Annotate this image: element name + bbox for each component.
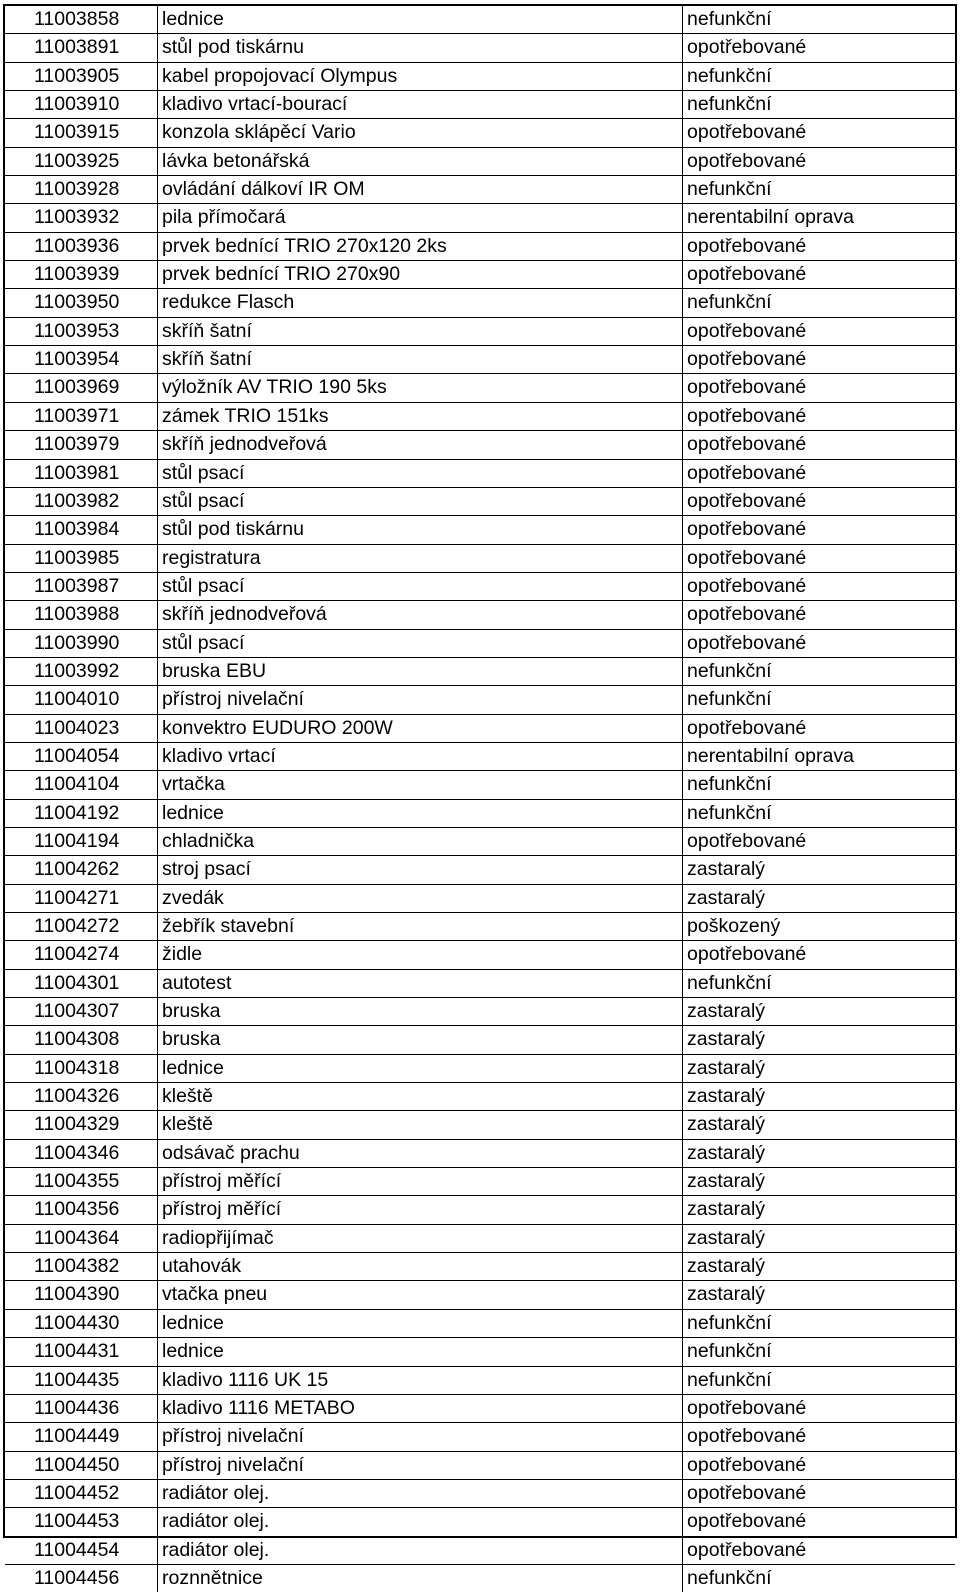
item-status-cell: opotřebované <box>683 1508 956 1536</box>
inventory-number-cell: 11003981 <box>5 459 158 487</box>
inventory-number-cell: 11003953 <box>5 317 158 345</box>
table-row <box>5 516 955 544</box>
item-name-cell: přístroj měřící <box>158 1196 683 1224</box>
item-name-cell: kladivo 1116 METABO <box>158 1394 683 1422</box>
inventory-number-cell: 11004436 <box>5 1394 158 1422</box>
inventory-number-cell: 11003858 <box>5 6 158 34</box>
inventory-number-cell: 11003982 <box>5 487 158 515</box>
table-row <box>5 1366 955 1394</box>
item-name-cell: žebřík stavební <box>158 913 683 941</box>
inventory-number-cell: 11003939 <box>5 261 158 289</box>
item-status-cell: nefunkční <box>683 1366 956 1394</box>
item-name-cell: zvedák <box>158 884 683 912</box>
inventory-number-cell: 11004430 <box>5 1309 158 1337</box>
item-status-cell: nefunkční <box>687 8 772 30</box>
item-status-cell: opotřebované <box>683 1451 956 1479</box>
item-name-cell: stůl psací <box>158 459 683 487</box>
item-name-cell: zámek TRIO 151ks <box>158 402 683 430</box>
table-row <box>5 544 955 572</box>
item-name-cell: kabel propojovací Olympus <box>158 62 683 90</box>
inventory-number-cell: 11004364 <box>5 1224 158 1252</box>
inventory-number-cell: 11004104 <box>5 771 158 799</box>
item-status-cell: opotřebované <box>683 147 956 175</box>
table-row <box>5 431 955 459</box>
table-row <box>5 799 955 827</box>
item-status-cell: zastaralý <box>683 1083 956 1111</box>
inventory-number-cell: 11004318 <box>5 1054 158 1082</box>
inventory-number-cell: 11003925 <box>5 147 158 175</box>
inventory-number-cell: 11004271 <box>5 884 158 912</box>
item-status-cell: opotřebované <box>683 374 956 402</box>
item-name-cell: přístroj nivelační <box>158 686 683 714</box>
inventory-number-cell: 11004356 <box>5 1196 158 1224</box>
item-name-cell: přístroj měřící <box>158 1168 683 1196</box>
table-row <box>5 686 955 714</box>
item-status-cell: nefunkční <box>683 969 956 997</box>
table-row <box>5 487 955 515</box>
item-name-cell: radiátor olej. <box>158 1479 683 1507</box>
table-row <box>5 147 955 175</box>
item-name-cell: lednice <box>158 6 683 34</box>
inventory-number-cell: 11003984 <box>5 516 158 544</box>
item-status-cell: opotřebované <box>683 1479 956 1507</box>
item-name-cell: pila přímočará <box>158 204 683 232</box>
table-row <box>5 232 955 260</box>
inventory-number-cell: 11004262 <box>5 856 158 884</box>
inventory-number-cell: 11004431 <box>5 1338 158 1366</box>
table-row <box>5 629 955 657</box>
inventory-number-cell: 11004329 <box>5 1111 158 1139</box>
inventory-number-cell: 11004023 <box>5 714 158 742</box>
item-status-cell: opotřebované <box>683 232 956 260</box>
item-name-cell: radiátor olej. <box>158 1508 683 1536</box>
item-status-cell: nefunkční <box>683 686 956 714</box>
table-row <box>5 119 955 147</box>
table-row <box>5 884 955 912</box>
item-name-cell: kleště <box>158 1111 683 1139</box>
inventory-number-cell: 11004274 <box>5 941 158 969</box>
inventory-number-cell: 11003910 <box>5 91 158 119</box>
inventory-number-cell: 11004382 <box>5 1253 158 1281</box>
table-row <box>5 317 955 345</box>
table-row <box>5 1111 955 1139</box>
inventory-number-cell: 11003954 <box>5 346 158 374</box>
table-row <box>5 572 955 600</box>
table-row <box>5 771 955 799</box>
item-status-cell: opotřebované <box>683 261 956 289</box>
table-row <box>5 1564 955 1592</box>
item-name-cell: odsávač prachu <box>158 1139 683 1167</box>
item-name-cell: konzola sklápěcí Vario <box>158 119 683 147</box>
table-row <box>5 1451 955 1479</box>
item-status-cell: zastaralý <box>683 1168 956 1196</box>
item-name-cell: skříň šatní <box>158 317 683 345</box>
item-status-cell: zastaralý <box>683 1196 956 1224</box>
item-name-cell: prvek bednící TRIO 270x120 2ks <box>158 232 683 260</box>
item-status-cell: opotřebované <box>683 629 956 657</box>
item-name-cell: registratura <box>158 544 683 572</box>
item-name-cell: bruska <box>158 998 683 1026</box>
table-row <box>5 1196 955 1224</box>
item-status-cell: zastaralý <box>683 1281 956 1309</box>
table-row <box>5 657 955 685</box>
table-row <box>5 856 955 884</box>
inventory-number-cell: 11004308 <box>5 1026 158 1054</box>
item-status-cell: zastaralý <box>683 1054 956 1082</box>
item-status-cell: nerentabilní oprava <box>683 742 956 770</box>
inventory-number-cell: 11003987 <box>5 572 158 600</box>
item-status-cell: opotřebované <box>683 402 956 430</box>
item-name-cell: lednice <box>158 1338 683 1366</box>
item-status-cell: nefunkční <box>683 771 956 799</box>
inventory-number-cell: 11004346 <box>5 1139 158 1167</box>
inventory-number-cell: 11004010 <box>5 686 158 714</box>
item-name-cell: lednice <box>158 1309 683 1337</box>
table-row <box>5 289 955 317</box>
table-row <box>5 1224 955 1252</box>
item-status-cell: nefunkční <box>683 91 956 119</box>
table-row <box>5 176 955 204</box>
item-name-cell: radiátor olej. <box>158 1536 683 1564</box>
item-status-cell: opotřebované <box>683 119 956 147</box>
item-status-cell: opotřebované <box>683 431 956 459</box>
inventory-number-cell: 11004454 <box>5 1536 158 1564</box>
table-row <box>5 1309 955 1337</box>
item-status-cell: poškozený <box>683 913 956 941</box>
table-row <box>5 1083 955 1111</box>
item-name-cell: stůl psací <box>158 487 683 515</box>
table-row <box>5 402 955 430</box>
table-row <box>5 91 955 119</box>
table-row <box>5 374 955 402</box>
item-name-cell: lednice <box>158 1054 683 1082</box>
inventory-number-cell: 11004301 <box>5 969 158 997</box>
item-status-cell: zastaralý <box>683 1139 956 1167</box>
item-name-cell: konvektro EUDURO 200W <box>158 714 683 742</box>
table-row <box>5 1054 955 1082</box>
table-row <box>5 34 955 62</box>
table-row <box>5 1139 955 1167</box>
table-row <box>5 1168 955 1196</box>
inventory-table-body <box>5 6 955 1592</box>
item-name-cell: stůl pod tiskárnu <box>158 34 683 62</box>
item-status-cell: opotřebované <box>683 317 956 345</box>
table-row <box>5 1394 955 1422</box>
item-status-cell: opotřebované <box>683 601 956 629</box>
item-status-cell: opotřebované <box>683 34 956 62</box>
table-row <box>5 62 955 90</box>
inventory-number-cell: 11003932 <box>5 204 158 232</box>
item-name-cell: vtačka pneu <box>158 1281 683 1309</box>
item-name-cell: kladivo vrtací <box>158 742 683 770</box>
inventory-number-cell: 11004326 <box>5 1083 158 1111</box>
table-row <box>5 346 955 374</box>
table-row <box>5 1281 955 1309</box>
item-status-cell: opotřebované <box>683 827 956 855</box>
table-row <box>5 998 955 1026</box>
inventory-number-cell: 11003988 <box>5 601 158 629</box>
item-name-cell: kladivo vrtací-bourací <box>158 91 683 119</box>
item-status-cell: nefunkční <box>683 1338 956 1366</box>
item-name-cell: lávka betonářská <box>158 147 683 175</box>
item-status-cell: nerentabilní oprava <box>683 204 956 232</box>
item-status-cell: nefunkční <box>683 1309 956 1337</box>
table-row <box>5 827 955 855</box>
item-status-cell: nefunkční <box>683 799 956 827</box>
table-row <box>5 261 955 289</box>
table-row <box>5 1508 955 1536</box>
table-row <box>5 1479 955 1507</box>
table-row <box>5 913 955 941</box>
table-row <box>5 459 955 487</box>
item-status-cell: opotřebované <box>683 1536 956 1564</box>
item-name-cell: vrtačka <box>158 771 683 799</box>
inventory-number-cell: 11003936 <box>5 232 158 260</box>
table-row <box>5 1338 955 1366</box>
item-status-cell: opotřebované <box>683 1423 956 1451</box>
item-name-cell: bruska EBU <box>158 657 683 685</box>
item-name-cell: stůl pod tiskárnu <box>158 516 683 544</box>
inventory-number-cell: 11003990 <box>5 629 158 657</box>
inventory-number-cell: 11003950 <box>5 289 158 317</box>
inventory-number-cell: 11004452 <box>5 1479 158 1507</box>
item-name-cell: skříň jednodveřová <box>158 601 683 629</box>
item-name-cell: chladnička <box>158 827 683 855</box>
inventory-number-cell: 11003979 <box>5 431 158 459</box>
item-status-cell: opotřebované <box>683 346 956 374</box>
item-name-cell: ovládání dálkoví IR OM <box>158 176 683 204</box>
item-status-cell: opotřebované <box>683 1394 956 1422</box>
table-row <box>5 204 955 232</box>
table-row <box>5 742 955 770</box>
item-status-cell: zastaralý <box>683 1224 956 1252</box>
table-row <box>5 1026 955 1054</box>
inventory-number-cell: 11004453 <box>5 1508 158 1536</box>
item-status-cell: opotřebované <box>683 487 956 515</box>
item-status-cell: opotřebované <box>683 941 956 969</box>
inventory-number-cell: 11004450 <box>5 1451 158 1479</box>
item-name-cell: přístroj nivelační <box>158 1423 683 1451</box>
item-name-cell: bruska <box>158 1026 683 1054</box>
inventory-number-cell: 11004194 <box>5 827 158 855</box>
inventory-number-cell: 11004054 <box>5 742 158 770</box>
item-status-cell: opotřebované <box>683 516 956 544</box>
item-name-cell: kleště <box>158 1083 683 1111</box>
inventory-number-cell: 11004272 <box>5 913 158 941</box>
item-name-cell: prvek bednící TRIO 270x90 <box>158 261 683 289</box>
inventory-number-cell: 11004456 <box>5 1564 158 1592</box>
inventory-number-cell: 11003905 <box>5 62 158 90</box>
item-name-cell: autotest <box>158 969 683 997</box>
table-row <box>5 714 955 742</box>
item-status-cell: opotřebované <box>683 544 956 572</box>
item-name-cell: stůl psací <box>158 572 683 600</box>
table-row <box>5 6 955 34</box>
item-status-cell: nefunkční <box>683 289 956 317</box>
item-name-cell: lednice <box>158 799 683 827</box>
item-name-cell: výložník AV TRIO 190 5ks <box>158 374 683 402</box>
item-status-cell: nefunkční <box>683 176 956 204</box>
table-row <box>5 1423 955 1451</box>
table-row <box>5 601 955 629</box>
inventory-number-cell: 11004307 <box>5 998 158 1026</box>
item-name-cell: utahovák <box>158 1253 683 1281</box>
item-status-cell: nefunkční <box>683 657 956 685</box>
inventory-number-cell: 11003971 <box>5 402 158 430</box>
inventory-number-cell: 11004449 <box>5 1423 158 1451</box>
item-name-cell: radiopřijímač <box>158 1224 683 1252</box>
item-name-cell: redukce Flasch <box>158 289 683 317</box>
inventory-number-cell: 11003992 <box>5 657 158 685</box>
inventory-table <box>5 6 955 1592</box>
item-name-cell: kladivo 1116 UK 15 <box>158 1366 683 1394</box>
item-status-cell: zastaralý <box>683 1111 956 1139</box>
item-status-cell: opotřebované <box>683 714 956 742</box>
table-row <box>5 1536 955 1564</box>
item-name-cell: židle <box>158 941 683 969</box>
inventory-number-cell: 11004355 <box>5 1168 158 1196</box>
item-status-cell: opotřebované <box>683 572 956 600</box>
inventory-number-cell: 11003985 <box>5 544 158 572</box>
item-status-cell: nefunkční <box>683 62 956 90</box>
table-row <box>5 941 955 969</box>
inventory-table-frame <box>3 4 957 1589</box>
item-status-cell: zastaralý <box>683 856 956 884</box>
inventory-number-cell: 11004192 <box>5 799 158 827</box>
inventory-number-cell: 11003928 <box>5 176 158 204</box>
inventory-number-cell: 11003915 <box>5 119 158 147</box>
item-name-cell: stůl psací <box>158 629 683 657</box>
item-name-cell: stroj psací <box>158 856 683 884</box>
table-row <box>5 1253 955 1281</box>
item-status-cell: nefunkční <box>683 1564 956 1592</box>
item-status-cell: zastaralý <box>683 1026 956 1054</box>
item-name-cell: skříň šatní <box>158 346 683 374</box>
item-name-cell: skříň jednodveřová <box>158 431 683 459</box>
item-status-cell: zastaralý <box>683 1253 956 1281</box>
item-name-cell: přístroj nivelační <box>158 1451 683 1479</box>
inventory-number-cell: 11003969 <box>5 374 158 402</box>
item-status-cell: zastaralý <box>683 998 956 1026</box>
table-row <box>5 969 955 997</box>
item-name-cell: roznnětnice <box>158 1564 683 1592</box>
inventory-number-cell: 11003891 <box>5 34 158 62</box>
inventory-number-cell: 11004390 <box>5 1281 158 1309</box>
item-status-cell: zastaralý <box>683 884 956 912</box>
inventory-number-cell: 11004435 <box>5 1366 158 1394</box>
item-status-cell: opotřebované <box>683 459 956 487</box>
